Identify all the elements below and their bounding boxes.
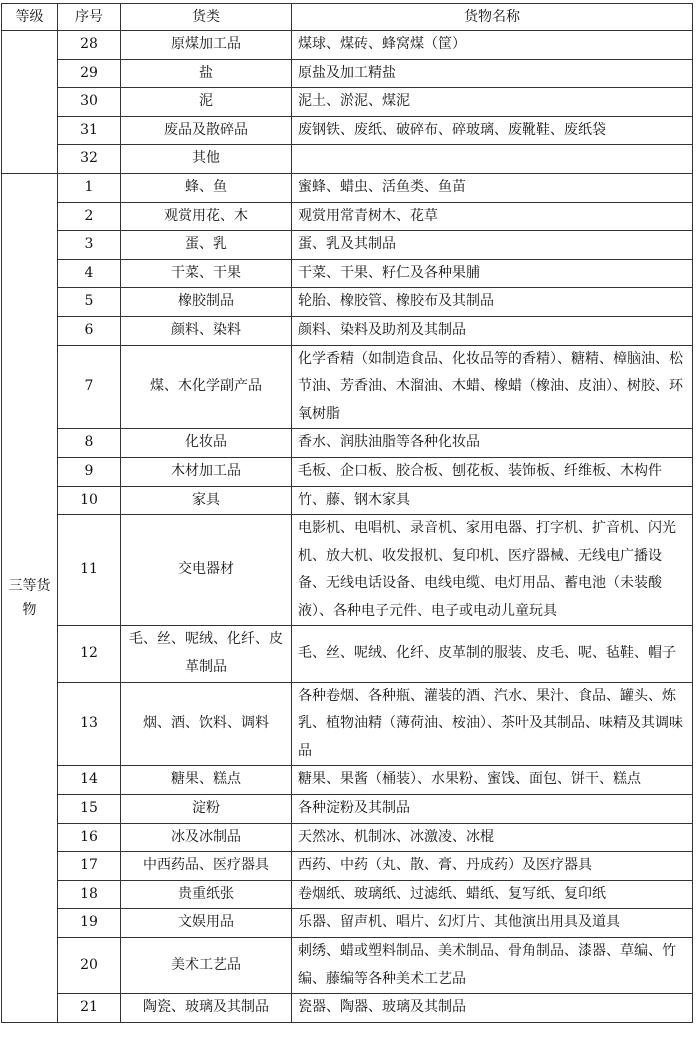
cargo-name-cell: 化学香精（如制造食品、化妆品等的香精）、糖精、樟脑油、松节油、芳香油、木溜油、木蜡、橡蜡（橡油、皮油）、树胶、环氧树脂 (292, 345, 693, 429)
number-cell: 16 (58, 823, 121, 852)
number-cell: 12 (58, 626, 121, 682)
table-row (2, 795, 693, 824)
header-row (2, 4, 693, 31)
grade-cell: 三等货物 (2, 173, 58, 1022)
cargo-type-cell: 毛、丝、呢绒、化纤、皮革制品 (121, 626, 292, 682)
cargo-type-cell: 干菜、干果 (121, 259, 292, 288)
table-row (2, 173, 693, 202)
grade-cell (2, 31, 58, 174)
cargo-name-cell: 卷烟纸、玻璃纸、过滤纸、蜡纸、复写纸、复印纸 (292, 880, 693, 909)
table-row (2, 345, 693, 429)
table-row (2, 823, 693, 852)
cargo-type-cell: 煤、木化学副产品 (121, 345, 292, 429)
table-row (2, 515, 693, 626)
cargo-type-cell: 观赏用花、木 (121, 202, 292, 231)
cargo-type-cell: 原煤加工品 (121, 31, 292, 60)
table-row (2, 457, 693, 486)
table-row (2, 880, 693, 909)
cargo-type-cell: 颜料、染料 (121, 316, 292, 345)
cargo-type-cell: 泥 (121, 88, 292, 117)
number-cell: 32 (58, 145, 121, 174)
table-row (2, 259, 693, 288)
table-row (2, 486, 693, 515)
table-row (2, 909, 693, 938)
table-row (2, 59, 693, 88)
number-cell: 18 (58, 880, 121, 909)
cargo-name-cell: 颜料、染料及助剂及其制品 (292, 316, 693, 345)
cargo-name-cell: 香水、润肤油脂等各种化妆品 (292, 429, 693, 458)
number-cell: 30 (58, 88, 121, 117)
number-cell: 1 (58, 173, 121, 202)
table-row (2, 202, 693, 231)
cargo-name-cell: 瓷器、陶器、玻璃及其制品 (292, 994, 693, 1023)
cargo-name-cell: 轮胎、橡胶管、橡胶布及其制品 (292, 288, 693, 317)
cargo-name-cell: 西药、中药（丸、散、膏、丹成药）及医疗器具 (292, 852, 693, 881)
number-cell: 20 (58, 938, 121, 994)
cargo-type-cell: 冰及冰制品 (121, 823, 292, 852)
cargo-name-cell (292, 145, 693, 174)
number-cell: 15 (58, 795, 121, 824)
cargo-name-cell: 干菜、干果、籽仁及各种果脯 (292, 259, 693, 288)
table-row (2, 766, 693, 795)
number-cell: 13 (58, 682, 121, 766)
cargo-type-cell: 糖果、糕点 (121, 766, 292, 795)
table-row (2, 429, 693, 458)
number-cell: 9 (58, 457, 121, 486)
number-cell: 19 (58, 909, 121, 938)
number-cell: 6 (58, 316, 121, 345)
number-cell: 11 (58, 515, 121, 626)
number-cell: 17 (58, 852, 121, 881)
cargo-name-cell: 蜜蜂、蜡虫、活鱼类、鱼苗 (292, 173, 693, 202)
table-header (2, 4, 693, 31)
table-row (2, 116, 693, 145)
table-row (2, 288, 693, 317)
cargo-name-cell: 废钢铁、废纸、破碎布、碎玻璃、废靴鞋、废纸袋 (292, 116, 693, 145)
number-cell: 2 (58, 202, 121, 231)
table-body (2, 31, 693, 1023)
freight-classification-table (1, 3, 693, 1023)
cargo-type-cell: 家具 (121, 486, 292, 515)
cargo-name-cell: 泥土、淤泥、煤泥 (292, 88, 693, 117)
cargo-type-cell: 中西药品、医疗器具 (121, 852, 292, 881)
cargo-name-cell: 各种卷烟、各种瓶、灌装的酒、汽水、果汁、食品、罐头、炼乳、植物油精（薄荷油、桉油）、茶叶及其制品、味精及其调味品 (292, 682, 693, 766)
cargo-name-cell: 蛋、乳及其制品 (292, 231, 693, 260)
cargo-name-cell: 毛、丝、呢绒、化纤、皮革制的服装、皮毛、呢、毡鞋、帽子 (292, 626, 693, 682)
cargo-type-cell: 废品及散碎品 (121, 116, 292, 145)
cargo-name-cell: 毛板、企口板、胶合板、刨花板、装饰板、纤维板、木构件 (292, 457, 693, 486)
cargo-type-cell: 化妆品 (121, 429, 292, 458)
cargo-type-cell: 陶瓷、玻璃及其制品 (121, 994, 292, 1023)
table-row (2, 682, 693, 766)
cargo-name-cell: 刺绣、蜡或塑料制品、美术制品、骨角制品、漆器、草编、竹编、藤编等各种美术工艺品 (292, 938, 693, 994)
number-cell: 31 (58, 116, 121, 145)
header-cargo-name: 货物名称 (292, 4, 693, 31)
number-cell: 10 (58, 486, 121, 515)
cargo-type-cell: 文娱用品 (121, 909, 292, 938)
table-row (2, 231, 693, 260)
cargo-type-cell: 橡胶制品 (121, 288, 292, 317)
table-row (2, 852, 693, 881)
header-number: 序号 (58, 4, 121, 31)
header-cargo-type: 货类 (121, 4, 292, 31)
cargo-name-cell: 电影机、电唱机、录音机、家用电器、打字机、扩音机、闪光机、放大机、收发报机、复印机、医疗器械、无线电广播设备、无线电话设备、电线电缆、电灯用品、蓄电池（未装酸液）、各种电子元件、电子或电动儿童玩具 (292, 515, 693, 626)
number-cell: 3 (58, 231, 121, 260)
cargo-type-cell: 盐 (121, 59, 292, 88)
cargo-name-cell: 糖果、果酱（桶装）、水果粉、蜜饯、面包、饼干、糕点 (292, 766, 693, 795)
table-row (2, 938, 693, 994)
table-row (2, 626, 693, 682)
cargo-type-cell: 淀粉 (121, 795, 292, 824)
number-cell: 29 (58, 59, 121, 88)
cargo-type-cell: 烟、酒、饮料、调料 (121, 682, 292, 766)
cargo-type-cell: 贵重纸张 (121, 880, 292, 909)
header-grade: 等级 (2, 4, 58, 31)
cargo-type-cell: 木材加工品 (121, 457, 292, 486)
cargo-name-cell: 煤球、煤砖、蜂窝煤（筐） (292, 31, 693, 60)
table-row (2, 145, 693, 174)
cargo-name-cell: 乐器、留声机、唱片、幻灯片、其他演出用具及道具 (292, 909, 693, 938)
cargo-name-cell: 竹、藤、钢木家具 (292, 486, 693, 515)
table-row (2, 31, 693, 60)
number-cell: 5 (58, 288, 121, 317)
number-cell: 21 (58, 994, 121, 1023)
number-cell: 8 (58, 429, 121, 458)
cargo-type-cell: 交电器材 (121, 515, 292, 626)
cargo-name-cell: 原盐及加工精盐 (292, 59, 693, 88)
cargo-name-cell: 各种淀粉及其制品 (292, 795, 693, 824)
cargo-type-cell: 其他 (121, 145, 292, 174)
cargo-name-cell: 天然冰、机制冰、冰激凌、冰棍 (292, 823, 693, 852)
cargo-name-cell: 观赏用常青树木、花草 (292, 202, 693, 231)
number-cell: 28 (58, 31, 121, 60)
number-cell: 7 (58, 345, 121, 429)
cargo-type-cell: 蜂、鱼 (121, 173, 292, 202)
number-cell: 14 (58, 766, 121, 795)
table-row (2, 994, 693, 1023)
number-cell: 4 (58, 259, 121, 288)
cargo-type-cell: 蛋、乳 (121, 231, 292, 260)
table-row (2, 88, 693, 117)
cargo-type-cell: 美术工艺品 (121, 938, 292, 994)
table-row (2, 316, 693, 345)
